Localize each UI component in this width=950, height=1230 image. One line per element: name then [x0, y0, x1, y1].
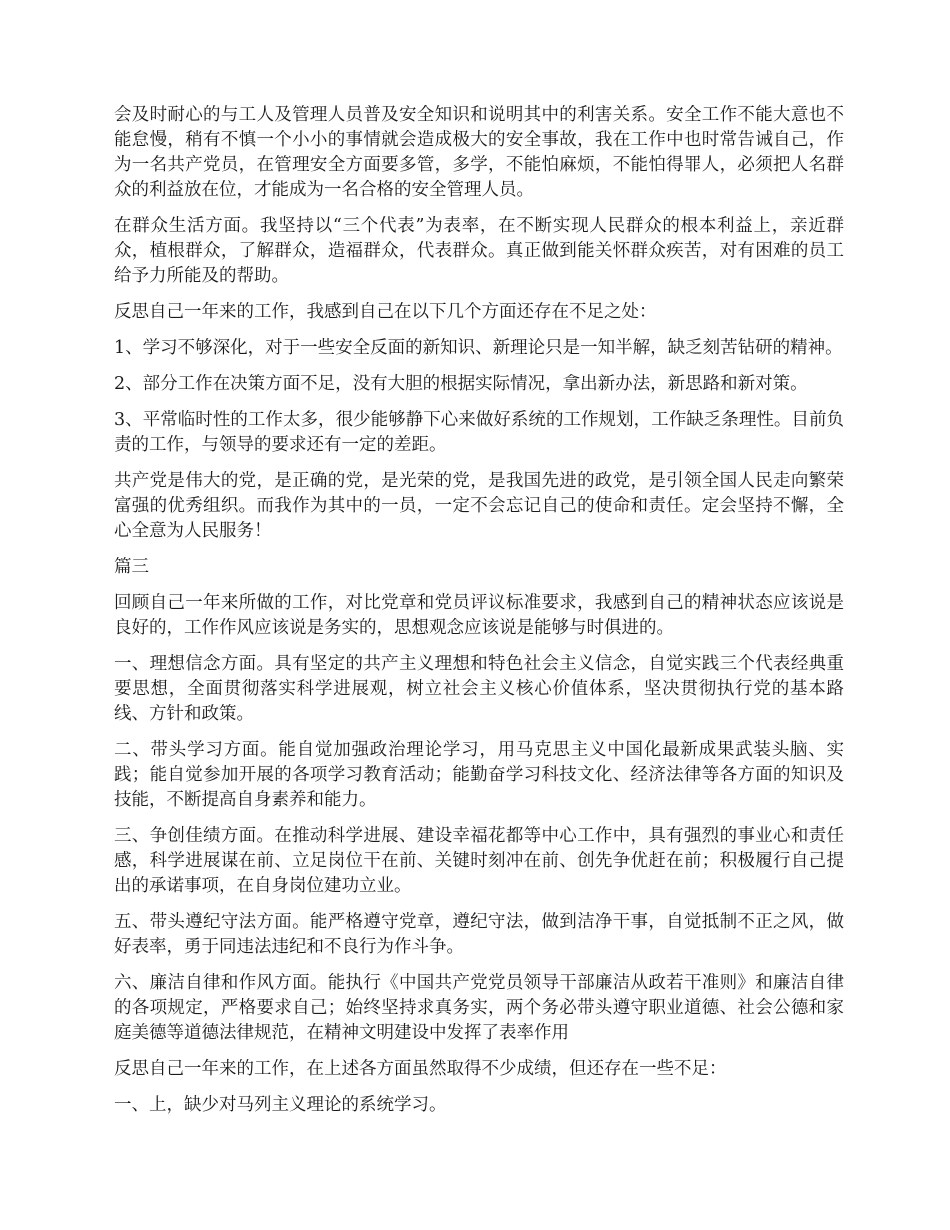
- paragraph-shortcoming-1: 1、学习不够深化，对于一些安全反面的新知识、新理论只是一知半解，缺乏刻苦钻研的精神。: [114, 338, 843, 358]
- paragraph-reflection-shortfalls: 反思自己一年来的工作，在上述各方面虽然取得不少成绩，但还存在一些不足：: [114, 1059, 727, 1079]
- section-heading: 篇三: [114, 557, 149, 577]
- paragraph-integrity: 六、廉洁自律和作风方面。能执行《中国共产党党员领导干部廉洁从政若干准则》和廉洁自律的各项规定，严格要求自己；始终坚持求真务实，两个务必带头遵守职业道德、社会公德和家庭美德等道德法律规范，在精神文明建设中发挥了表率作用: [114, 973, 844, 1043]
- document-page: [114, 103, 844, 1129]
- paragraph-achievement: 三、争创佳绩方面。在推动科学进展、建设幸福花都等中心工作中，具有强烈的事业心和责任感，科学进展谋在前、立足岗位干在前、关键时刻冲在前、创先争优赶在前；积极履行自己提出的承诺事项，在自身岗位建功立业。: [114, 826, 844, 896]
- paragraph-party-conclusion: 共产党是伟大的党，是正确的党，是光荣的党，是我国先进的政党，是引领全国人民走向繁荣富强的优秀组织。而我作为其中的一员，一定不会忘记自己的使命和责任。定会坚持不懈，全心全意为人民服务！: [114, 471, 844, 541]
- paragraph-ideal-belief: 一、理想信念方面。具有坚定的共产主义理想和特色社会主义信念，自觉实践三个代表经典重要思想，全面贯彻落实科学进展观，树立社会主义核心价值体系，坚决贯彻执行党的基本路线、方针和政策。: [114, 654, 844, 724]
- paragraph-review-intro: 回顾自己一年来所做的工作，对比党章和党员评议标准要求，我感到自己的精神状态应该说是良好的，工作作风应该说是务实的，思想观念应该说是能够与时俱进的。: [114, 593, 844, 638]
- paragraph-reflection-intro: 反思自己一年来的工作，我感到自己在以下几个方面还存在不足之处：: [114, 302, 657, 322]
- paragraph-shortfall-1: 一、上，缺少对马列主义理论的系统学习。: [114, 1095, 447, 1115]
- paragraph-discipline: 五、带头遵纪守法方面。能严格遵守党章，遵纪守法，做到洁净干事，自觉抵制不正之风，做好表率，勇于同违法违纪和不良行为作斗争。: [114, 912, 844, 957]
- paragraph-shortcoming-3: 3、平常临时性的工作太多，很少能够静下心来做好系统的工作规划，工作缺乏条理性。目前负责的工作，与领导的要求还有一定的差距。: [114, 410, 844, 455]
- paragraph-safety-management: 会及时耐心的与工人及管理人员普及安全知识和说明其中的利害关系。安全工作不能大意也不能怠慢，稍有不慎一个小小的事情就会造成极大的安全事故，我在工作中也时常告诫自己，作为一名共产党员，在管理安全方面要多管，多学，不能怕麻烦，不能怕得罪人，必须把人名群众的利益放在位，才能成为一名合格的安全管理人员。: [114, 105, 844, 200]
- paragraph-study: 二、带头学习方面。能自觉加强政治理论学习，用马克思主义中国化最新成果武装头脑、实践；能自觉参加开展的各项学习教育活动；能勤奋学习科技文化、经济法律等各方面的知识及技能，不断提高自身素养和能力。: [114, 740, 844, 810]
- paragraph-shortcoming-2: 2、部分工作在决策方面不足，没有大胆的根据实际情况，拿出新办法，新思路和新对策。: [114, 374, 808, 394]
- paragraph-mass-life: 在群众生活方面。我坚持以“三个代表”为表率，在不断实现人民群众的根本利益上，亲近群众，植根群众，了解群众，造福群众，代表群众。真正做到能关怀群众疾苦，对有困难的员工给予力所能及的帮助。: [114, 216, 844, 286]
